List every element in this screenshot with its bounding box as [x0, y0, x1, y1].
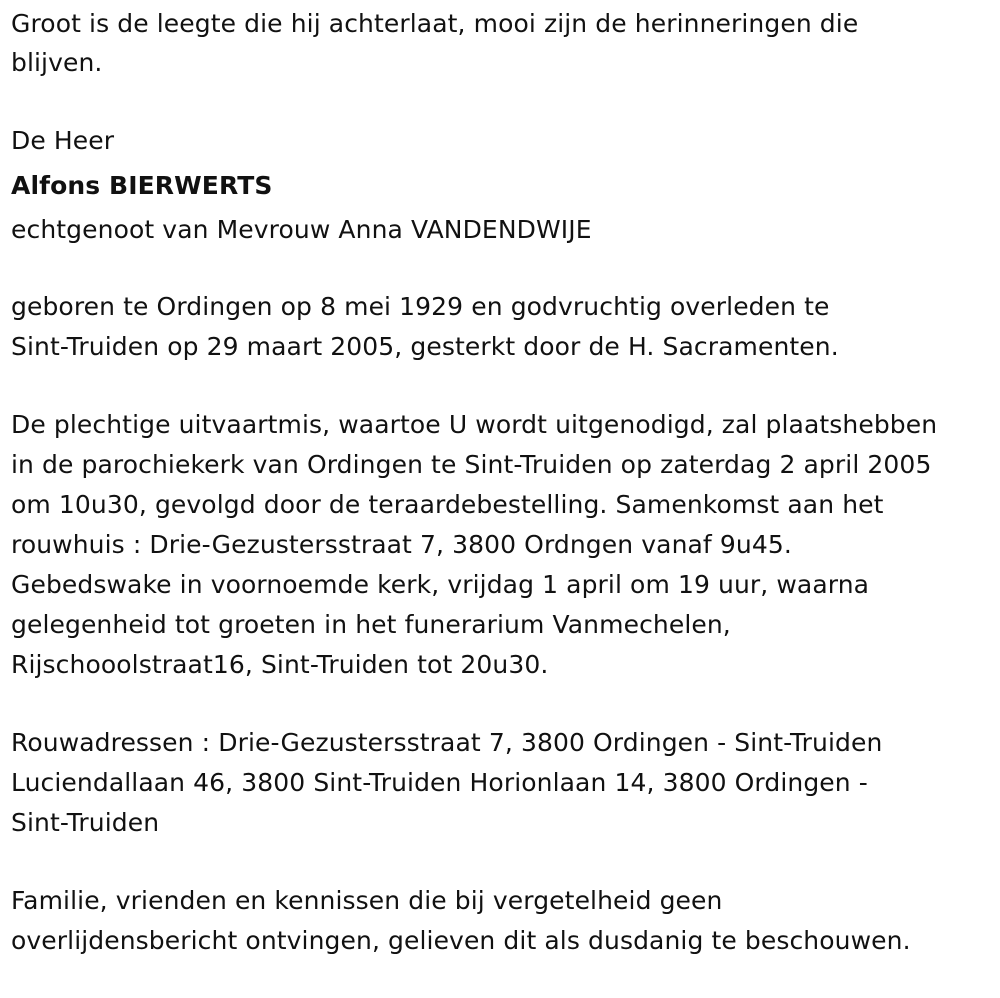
spouse-line: echtgenoot van Mevrouw Anna VANDENDWIJE [11, 215, 592, 244]
service-line: in de parochiekerk van Ordingen te Sint-Truiden op zaterdag 2 april 2005 [11, 450, 932, 479]
intro-paragraph [11, 4, 996, 82]
address-line: Sint-Truiden [11, 808, 160, 837]
service-paragraph [11, 405, 996, 685]
service-line: Gebedswake in voornoemde kerk, vrijdag 1 april om 19 uur, waarna [11, 570, 870, 599]
birth-death-line: geboren te Ordingen op 8 mei 1929 en godvruchtig overleden te [11, 292, 830, 321]
closing-line: overlijdensbericht ontvingen, gelieven dit als dusdanig te beschouwen. [11, 926, 911, 955]
paragraph-gap [11, 843, 996, 881]
service-line: gelegenheid tot groeten in het funerarium Vanmechelen, [11, 610, 731, 639]
service-line: rouwhuis : Drie-Gezustersstraat 7, 3800 Ordngen vanaf 9u45. [11, 530, 792, 559]
address-line: Luciendallaan 46, 3800 Sint-Truiden Horionlaan 14, 3800 Ordingen - [11, 768, 868, 797]
paragraph-gap [11, 367, 996, 405]
closing-line: Familie, vrienden en kennissen die bij vergetelheid geen [11, 886, 723, 915]
service-line: Rijschooolstraat16, Sint-Truiden tot 20u30. [11, 650, 549, 679]
birth-death-line: Sint-Truiden op 29 maart 2005, gesterkt door de H. Sacramenten. [11, 332, 839, 361]
paragraph-gap [11, 685, 996, 723]
birth-death-paragraph [11, 287, 996, 367]
obituary-notice [11, 4, 996, 961]
paragraph-gap [11, 82, 996, 120]
address-line: Rouwadressen : Drie-Gezustersstraat 7, 3800 Ordingen - Sint-Truiden [11, 728, 883, 757]
intro-line: Groot is de leegte die hij achterlaat, mooi zijn de herinneringen die [11, 9, 859, 38]
service-line: De plechtige uitvaartmis, waartoe U wordt uitgenodigd, zal plaatshebben [11, 410, 938, 439]
paragraph-gap [11, 249, 996, 287]
salutation: De Heer [11, 126, 115, 155]
service-line: om 10u30, gevolgd door de teraardebestelling. Samenkomst aan het [11, 490, 884, 519]
address-paragraph [11, 723, 996, 843]
deceased-name: Alfons BIERWERTS [11, 171, 273, 200]
intro-line: blijven. [11, 48, 103, 77]
closing-paragraph [11, 881, 996, 961]
